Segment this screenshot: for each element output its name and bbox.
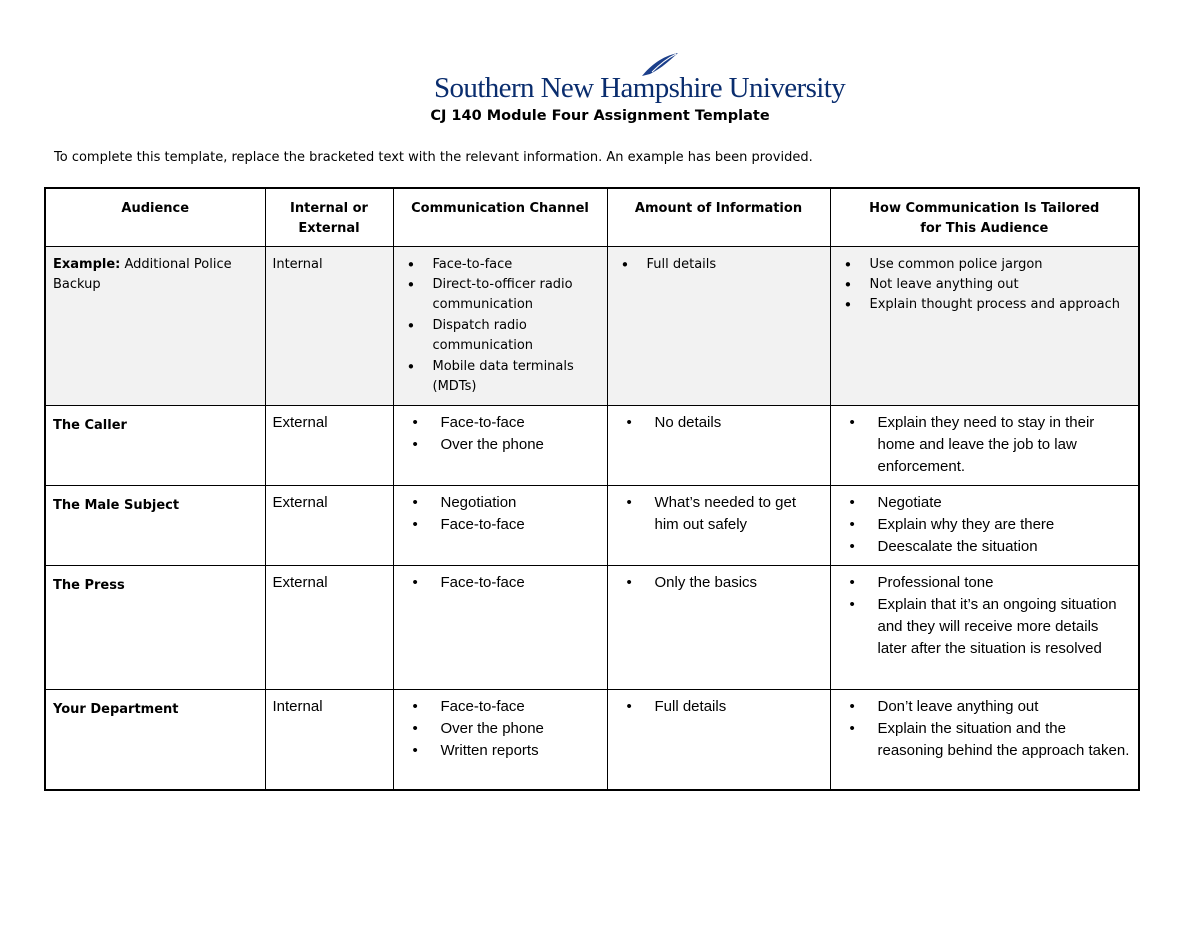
list-item: • Written reports	[401, 740, 600, 762]
list-item: • Full details	[615, 696, 823, 718]
list-item: • Deescalate the situation	[838, 536, 1132, 558]
example-type: Internal	[265, 246, 393, 405]
list-item: • Negotiation	[401, 492, 600, 514]
row-tailored	[830, 405, 1139, 485]
row-audience: The Male Subject	[45, 485, 265, 565]
row-amount	[607, 485, 830, 565]
university-logo	[434, 52, 846, 104]
row-type: Internal	[265, 689, 393, 790]
row-audience: Your Department	[45, 689, 265, 790]
row-amount	[607, 565, 830, 689]
header-row	[45, 188, 1139, 246]
list-item: • Only the basics	[615, 572, 823, 594]
row-type: External	[265, 485, 393, 565]
row-amount	[607, 689, 830, 790]
row-tailored	[830, 565, 1139, 689]
list-item: • Face-to-face	[401, 696, 600, 718]
row-channels	[393, 565, 607, 689]
list-item: • Don’t leave anything out	[838, 696, 1132, 718]
header-internal-external: Internal or External	[265, 188, 393, 246]
instructions-text: To complete this template, replace the bracketed text with the relevant information. An example has been provided.	[54, 150, 813, 165]
list-item: • Use common police jargon	[838, 255, 1132, 275]
header-channel: Communication Channel	[393, 188, 607, 246]
list-item: • Full details	[615, 255, 823, 275]
row-type: External	[265, 405, 393, 485]
header-tailored: How Communication Is Tailored for This Audience	[830, 188, 1139, 246]
table-row	[45, 565, 1139, 689]
list-item: • Over the phone	[401, 434, 600, 456]
list-item: • Explain thought process and approach	[838, 295, 1132, 315]
row-audience: The Press	[45, 565, 265, 689]
list-item: • What’s needed to get him out safely	[615, 492, 823, 536]
row-channels	[393, 485, 607, 565]
row-channels	[393, 405, 607, 485]
table-row	[45, 405, 1139, 485]
header-amount: Amount of Information	[607, 188, 830, 246]
row-tailored	[830, 689, 1139, 790]
list-item: • Negotiate	[838, 492, 1132, 514]
list-item: • Explain the situation and the reasoning behind the approach taken.	[838, 718, 1132, 762]
list-item: • Explain why they are there	[838, 514, 1132, 536]
list-item: • Face-to-face	[401, 412, 600, 434]
example-audience: Example: Additional Police Backup	[45, 246, 265, 405]
list-item: • Dispatch radio communication	[401, 316, 600, 357]
example-amount	[607, 246, 830, 405]
row-type: External	[265, 565, 393, 689]
table-row	[45, 485, 1139, 565]
list-item: • Mobile data terminals (MDTs)	[401, 357, 600, 398]
row-audience: The Caller	[45, 405, 265, 485]
list-item: • Not leave anything out	[838, 275, 1132, 295]
example-tailored	[830, 246, 1139, 405]
example-row	[45, 246, 1139, 405]
row-amount	[607, 405, 830, 485]
header-audience: Audience	[45, 188, 265, 246]
list-item: • Face-to-face	[401, 572, 600, 594]
example-channels	[393, 246, 607, 405]
logo-wordmark: Southern New Hampshire University	[434, 72, 846, 104]
list-item: • Explain that it’s an ongoing situation and they will receive more details later after the situation is resolved	[838, 594, 1132, 660]
list-item: • Direct-to-officer radio communication	[401, 275, 600, 316]
list-item: • Explain they need to stay in their home and leave the job to law enforcement.	[838, 412, 1132, 478]
communication-table	[44, 187, 1140, 791]
feather-icon	[640, 52, 680, 78]
row-channels	[393, 689, 607, 790]
list-item: • Over the phone	[401, 718, 600, 740]
list-item: • Face-to-face	[401, 255, 600, 275]
row-tailored	[830, 485, 1139, 565]
list-item: • Face-to-face	[401, 514, 600, 536]
list-item: • Professional tone	[838, 572, 1132, 594]
table-row	[45, 689, 1139, 790]
document-title: CJ 140 Module Four Assignment Template	[430, 108, 770, 124]
list-item: • No details	[615, 412, 823, 434]
